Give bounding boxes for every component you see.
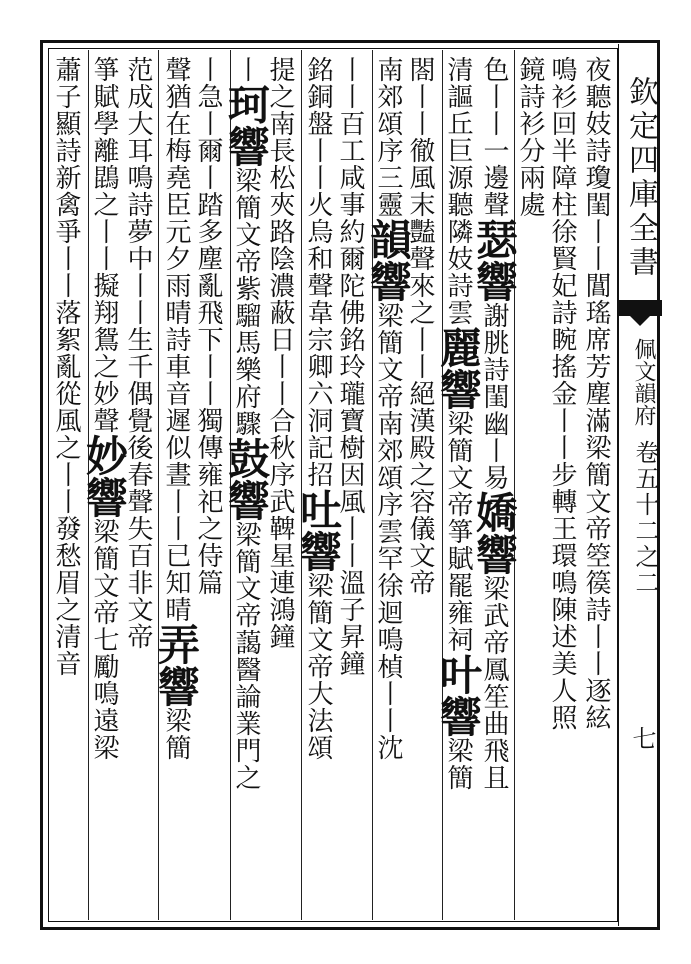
book-title: 佩文韻府 <box>631 338 656 426</box>
text-column-15: 箏賦學離鵾之丨丨擬翔鴛之妙聲妙響梁簡文帝七勵鳴遠梁 <box>80 56 129 761</box>
page-number: 七 <box>628 726 656 750</box>
text-column-14: 范成大耳鳴詩夢中丨丨生千偶覺後春聲失百非文帝 <box>123 56 153 650</box>
text-column-10: 提之南長松夾路陰濃蔽日丨丨合秋序武鞞星連鴻鐘 <box>265 56 295 650</box>
text-column-5: 清謳丘巨源聽隣妓詩雲麗響梁簡文帝箏賦罷雍祠叶響梁簡 <box>434 56 483 791</box>
text-column-8: 丨丨百工咸事約爾陀佛銘玲瓏寶樹因風丨丨溫子昇鐘 <box>335 56 365 677</box>
text-column-3: 鏡詩衫分兩處 <box>515 56 545 218</box>
text-column-1: 夜聽妓詩瓊閨丨丨閶瑤席芳塵滿梁簡文帝箜篌詩丨丨逐絃 <box>581 56 611 731</box>
text-column-4: 色丨丨一邊聲瑟響謝朓詩閨幽丨易嬌響梁武帝鳳笙曲飛且 <box>470 56 519 791</box>
text-column-7: 南郊頌序三靈韻響梁簡文帝南郊頌序雲罕徐迴鳴楨丨丨沈 <box>364 56 413 761</box>
volume-label: 卷五十二之二 <box>631 440 659 596</box>
text-column-13: 聲猶在梅堯臣元夕雨晴詩車音遲似晝丨丨已知晴弄響梁簡 <box>152 56 201 761</box>
text-column-12: 丨急丨爾丨踏多塵亂飛下丨丨獨傳雍祀之侍篇 <box>193 56 223 596</box>
text-column-2: 鳴衫回半障柱徐賢妃詩睕搖金丨丨步轉王環鳴陳述美人照 <box>547 56 577 731</box>
text-column-6: 閤丨丨徹風末豔聲來之丨丨絕漢殿之容儀文帝 <box>405 56 435 596</box>
library-title: 欽定四庫全書 <box>623 76 658 280</box>
text-column-9: 銘銅盤丨丨火烏和聲韋宗卿六洞記招吐響梁簡文帝大法頌 <box>294 56 343 761</box>
fishtail-notch <box>628 314 652 326</box>
text-column-11: 丨珂響梁簡文帝紫騮馬樂府驟鼓響梁簡文帝藹醫論業門之 <box>222 56 271 791</box>
text-column-16: 蕭子顯詩新禽爭丨丨落絮亂從風之丨丨發愁眉之清音 <box>51 56 81 677</box>
